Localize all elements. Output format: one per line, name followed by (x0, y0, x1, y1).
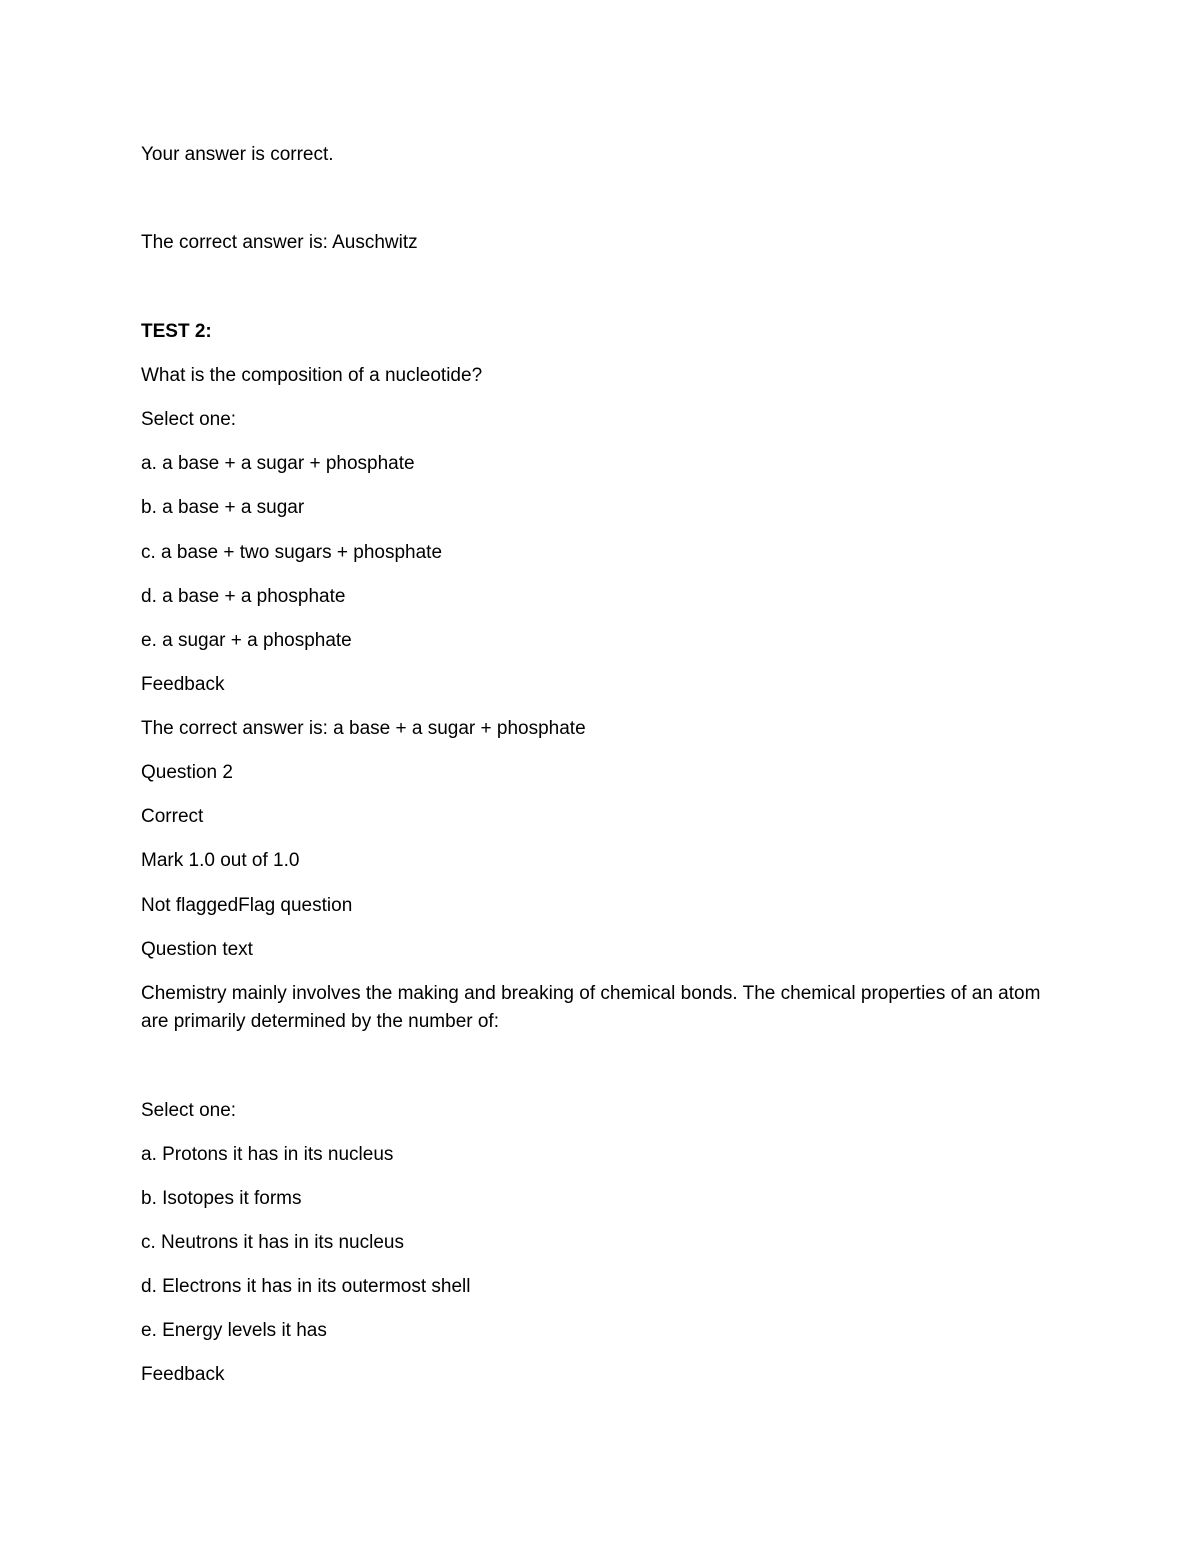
question1-feedback-label: Feedback (141, 674, 225, 695)
question2-status: Correct (141, 806, 204, 827)
question1-text: What is the composition of a nucleotide? (141, 365, 483, 386)
test-heading: TEST 2: (141, 321, 212, 342)
question2-option-d: d. Electrons it has in its outermost shell (141, 1276, 471, 1297)
previous-correct-answer: The correct answer is: Auschwitz (141, 232, 418, 253)
question2-flag: Not flaggedFlag question (141, 895, 353, 916)
question1-option-e: e. a sugar + a phosphate (141, 630, 352, 651)
question2-mark: Mark 1.0 out of 1.0 (141, 850, 300, 871)
question2-number: Question 2 (141, 762, 233, 783)
question1-correct-answer: The correct answer is: a base + a sugar + phosphate (141, 718, 586, 739)
question1-option-a: a. a base + a sugar + phosphate (141, 453, 415, 474)
answer-status: Your answer is correct. (141, 144, 334, 165)
question1-option-c: c. a base + two sugars + phosphate (141, 542, 443, 563)
question2-option-a: a. Protons it has in its nucleus (141, 1144, 394, 1165)
question2-option-b: b. Isotopes it forms (141, 1188, 302, 1209)
question2-option-c: c. Neutrons it has in its nucleus (141, 1232, 404, 1253)
question2-text: Chemistry mainly involves the making and breaking of chemical bonds. The chemical properties of an atom are primarily determined by the number of: (141, 983, 1041, 1032)
question1-option-b: b. a base + a sugar (141, 497, 305, 518)
question2-prompt: Select one: (141, 1100, 237, 1121)
question2-feedback-label: Feedback (141, 1364, 225, 1385)
question2-text-label: Question text (141, 939, 253, 960)
question2-option-e: e. Energy levels it has (141, 1320, 327, 1341)
question1-option-d: d. a base + a phosphate (141, 586, 346, 607)
question1-prompt: Select one: (141, 409, 237, 430)
